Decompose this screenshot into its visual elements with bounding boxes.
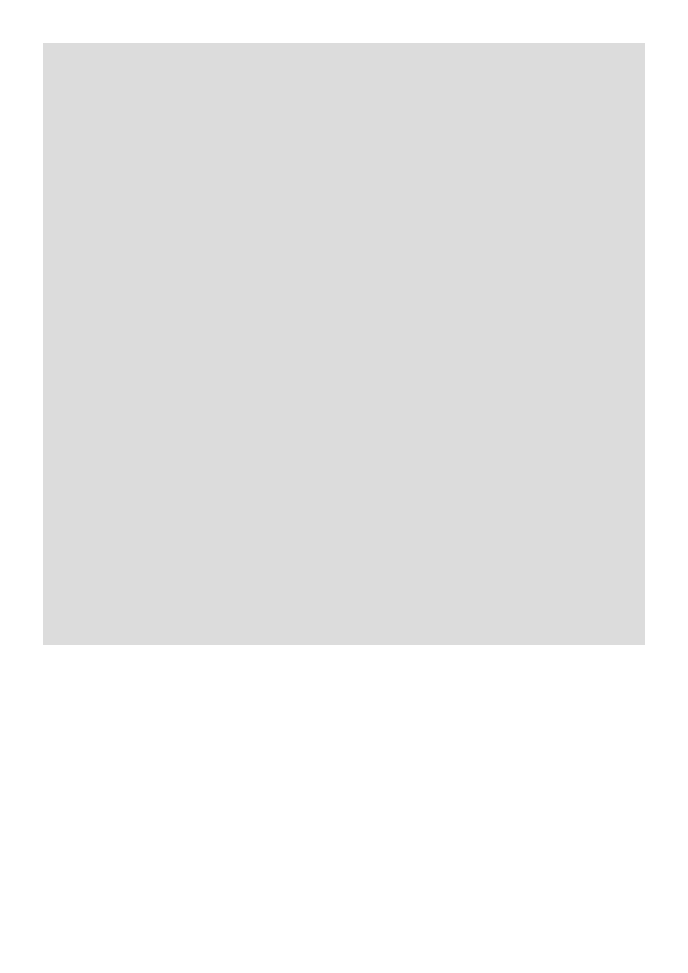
photo-dropzone[interactable] <box>43 43 645 645</box>
calendar-header <box>43 667 53 695</box>
